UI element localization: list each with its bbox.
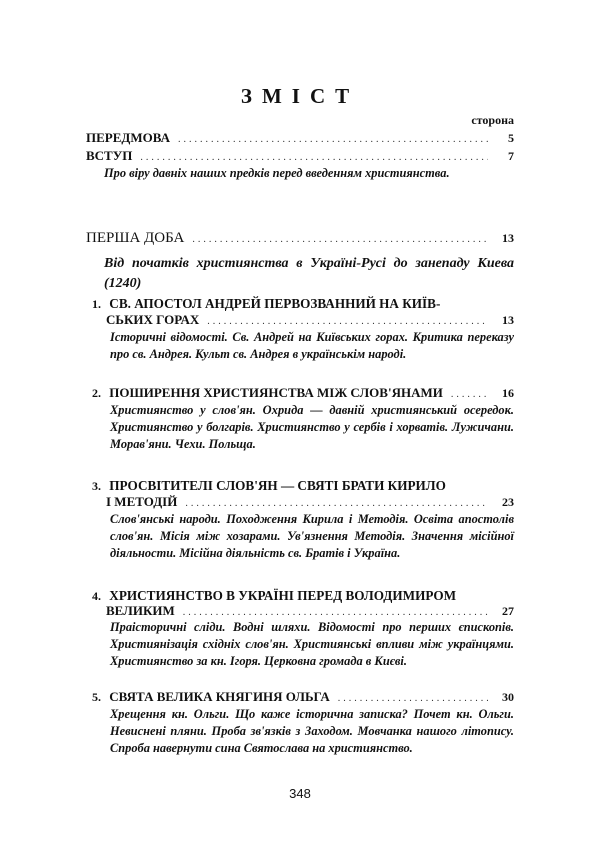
section-title-line1: СВ. АПОСТОЛ АНДРЕЙ ПЕРВОЗВАННИЙ НА КИЇВ- — [109, 296, 441, 311]
toc-part-first-epoch[interactable] — [86, 230, 514, 247]
toc-page-number: 5 — [508, 131, 514, 145]
leader-dots — [207, 316, 488, 327]
leader-dots — [451, 389, 488, 400]
toc-section-description: Християнство у слов'ян. Охрида — давній християнський осередок. Християнство у болгарів. Християнство у сербів і хорватів. Лужичани. Морав'яни. Чехи. Польща. — [110, 403, 514, 451]
page-number: 348 — [289, 786, 311, 801]
toc-section-3-line2 — [106, 494, 514, 510]
leader-dots — [183, 607, 488, 618]
toc-section-description: Історичні відомості. Св. Андрей на Київських горах. Критика переказу про св. Андрея. Культ св. Андрея в українськім народі. — [110, 330, 514, 361]
toc-entry-label: ВСТУП — [86, 148, 133, 163]
toc-entry-foreword[interactable] — [86, 130, 514, 146]
toc-entry-introduction[interactable] — [86, 148, 514, 164]
toc-section-description: Праісторичні сліди. Водні шляхи. Відомості про перших єпископів. Християнізація східніх слов'ян. Християнські впливи між українцями. Християнство за кн. Ігоря. Церковна громада в Києві. — [110, 620, 514, 668]
toc-page-number: 13 — [502, 231, 514, 245]
leader-dots — [338, 693, 488, 704]
toc-page-number: 13 — [502, 313, 514, 327]
section-number: 4. — [92, 589, 101, 603]
section-title-line1: ПОШИРЕННЯ ХРИСТИЯНСТВА МІЖ СЛОВ'ЯНАМИ — [109, 385, 443, 400]
section-title-line1: ХРИСТИЯНСТВО В УКРАЇНІ ПЕРЕД ВОЛОДИМИРОМ — [109, 588, 457, 603]
page-column-header: сторона — [471, 113, 514, 127]
section-number: 2. — [92, 386, 101, 400]
section-number: 1. — [92, 297, 101, 311]
toc-section-description: Хрещення кн. Ольги. Що каже історична записка? Почет кн. Ольги. Невиснені пляни. Проба зв'язків з Заходом. Мовчанка нашого літопису. Спроба навернути сина Святослава на християнство. — [110, 707, 514, 755]
toc-section-description: Слов'янські народи. Походження Кирила і Методія. Освіта апостолів слов'ян. Місія між хозарами. Ув'язнення Методія. Значення місійної діяльности. Місійна діяльність св. Братів і Україна. — [110, 512, 514, 560]
leader-dots — [140, 152, 488, 163]
toc-section-1[interactable] — [92, 295, 472, 313]
toc-section-3[interactable] — [92, 477, 514, 495]
section-title-line1: СВЯТА ВЕЛИКА КНЯГИНЯ ОЛЬГА — [109, 689, 330, 704]
section-title-line2: ВЕЛИКИМ — [106, 603, 175, 618]
section-title-line1: ПРОСВІТИТЕЛІ СЛОВ'ЯН — СВЯТІ БРАТИ КИРИЛО — [109, 478, 446, 493]
toc-section-1-line2 — [106, 312, 514, 328]
section-number: 3. — [92, 479, 101, 493]
leader-dots — [185, 498, 488, 509]
leader-dots — [178, 134, 488, 145]
section-title-line2: І МЕТОДІЙ — [106, 494, 178, 509]
toc-page-number: 16 — [502, 386, 514, 400]
leader-dots — [192, 234, 488, 245]
toc-section-2[interactable] — [92, 385, 514, 401]
section-number: 5. — [92, 690, 101, 704]
toc-entry-label: ПЕРЕДМОВА — [86, 130, 170, 145]
toc-page-number: 27 — [502, 604, 514, 618]
toc-section-5[interactable] — [92, 689, 514, 705]
toc-part-subtitle: Від початків християнства в Україні-Русі до занепаду Киева (1240) — [104, 256, 514, 291]
toc-section-4-line2 — [106, 603, 514, 619]
toc-part-label: ПЕРША ДОБА — [86, 230, 185, 246]
toc-page-number: 7 — [508, 149, 514, 163]
toc-page-number: 30 — [502, 690, 514, 704]
section-title-line2: СЬКИХ ГОРАХ — [106, 312, 200, 327]
toc-entry-description: Про віру давніх наших предків перед введенням християнства. — [104, 166, 450, 180]
page-title: ЗМІСТ — [240, 84, 360, 108]
toc-page-number: 23 — [502, 495, 514, 509]
